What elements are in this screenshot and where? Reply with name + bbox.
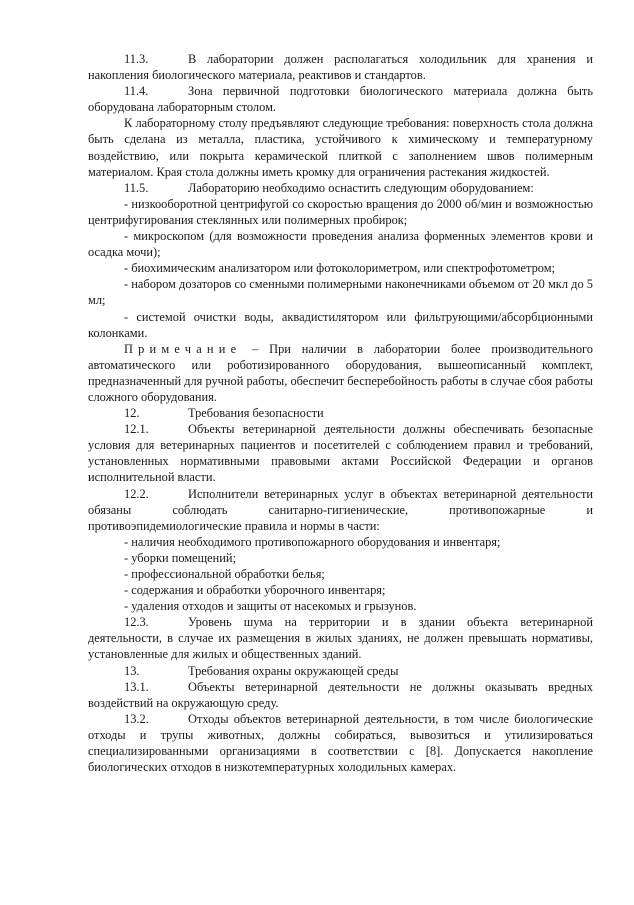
list-item-cleaning <box>88 550 593 566</box>
clause-number: 11.3. <box>124 52 149 66</box>
list-item-text: - удаления отходов и защиты от насекомых и грызунов. <box>124 599 417 614</box>
paragraph-text: Объекты ветеринарной деятельности не должны оказывать вредных воздействий на окружающую среду. <box>88 679 593 710</box>
list-item-text: - микроскопом (для возможности проведения анализа форменных элементов крови и осадка мочи); <box>88 229 593 260</box>
paragraph-text: Отходы объектов ветеринарной деятельности, в том числе биологические отходы и трупы животных, должны собираться, вывозиться и утилизироваться специализированными организациями в соответствии с [8]. Допускается накопление биологических отходов в низкотемпературных холодильных камерах. <box>88 711 593 775</box>
paragraph-text: Лабораторию необходимо оснастить следующим оборудованием: <box>188 180 534 195</box>
list-item-cleaning-inventory <box>88 582 593 598</box>
list-item-laundry <box>88 566 593 582</box>
paragraph-table-requirements <box>88 115 593 179</box>
clause-number: 13.2. <box>124 711 149 726</box>
section-number: 12. <box>124 406 140 421</box>
clause-number: 13.1. <box>124 679 149 694</box>
note-text: – При наличии в лаборатории более производительного автоматического или роботизированного оборудования, вышеописанный комплект, предназначенный для ручной работы, обеспечит бесперебойность работы в случае сбоя работы сложного оборудования. <box>88 341 593 404</box>
list-item-text: - профессиональной обработки белья; <box>124 567 325 581</box>
paragraph-12-1 <box>88 421 593 485</box>
list-item-waste-pests <box>88 598 593 614</box>
paragraph-text: Объекты ветеринарной деятельности должны обеспечивать безопасные условия для ветеринарных пациентов и посетителей с соблюдением правил и требований, установленных нормативными правовыми актами Российской Федерации и органов исполнительной власти. <box>88 422 593 485</box>
clause-number: 12.2. <box>124 486 149 501</box>
section-heading-12 <box>88 405 593 421</box>
paragraph-11-3 <box>88 51 593 83</box>
list-item-dispensers <box>88 276 593 308</box>
paragraph-13-1 <box>88 679 593 711</box>
section-number: 13. <box>124 663 140 678</box>
list-item-text: - набором дозаторов со сменными полимерными наконечниками объемом от 20 мкл до 5 мл; <box>88 277 593 308</box>
list-item-microscope <box>88 228 593 260</box>
section-title: Требования охраны окружающей среды <box>188 663 399 678</box>
section-title: Требования безопасности <box>188 406 324 421</box>
clause-number: 11.4. <box>124 84 149 99</box>
paragraph-12-2 <box>88 486 593 534</box>
note-label: Примечание <box>124 341 242 356</box>
paragraph-13-2 <box>88 711 593 775</box>
list-item-text: - системой очистки воды, аквадистилятором или фильтрующими/абсорбционными колонками. <box>88 309 593 340</box>
clause-number: 12.3. <box>124 615 149 630</box>
list-item-text: - содержания и обработки уборочного инвентаря; <box>124 583 386 598</box>
paragraph-11-4 <box>88 83 593 115</box>
paragraph-text: К лабораторному столу предъявляют следующие требования: поверхность стола должна быть сделана из металла, пластика, устойчивого к химическому и температурному воздействию, или покрыта керамической плиткой с заполнением швов полимерным материалом. Края стола должны иметь кромку для ограничения растекания жидкостей. <box>88 116 593 179</box>
list-item-centrifuge <box>88 196 593 228</box>
list-item-text: - наличия необходимого противопожарного оборудования и инвентаря; <box>124 534 501 549</box>
clause-number: 11.5. <box>124 180 149 195</box>
note-paragraph <box>88 341 593 405</box>
list-item-analyzer <box>88 260 593 276</box>
document-body <box>88 51 593 775</box>
section-heading-13 <box>88 663 593 679</box>
list-item-fire-equipment <box>88 534 593 550</box>
clause-number: 12.1. <box>124 422 149 437</box>
list-item-text: - биохимическим анализатором или фотоколориметром, или спектрофотометром; <box>124 261 556 276</box>
paragraph-text: В лаборатории должен располагаться холодильник для хранения и накопления биологического материала, реактивов и стандартов. <box>88 52 593 83</box>
paragraph-text: Исполнители ветеринарных услуг в объектах ветеринарной деятельности обязаны соблюдать санитарно-гигиенические, противопожарные и противоэпидемиологические правила и нормы в части: <box>88 486 593 533</box>
paragraph-text: Уровень шума на территории и в здании объекта ветеринарной деятельности, в случае их размещения в жилых зданиях, не должен превышать нормативы, установленные для жилых и общественных зданий. <box>88 615 593 662</box>
list-item-water-system <box>88 309 593 341</box>
list-item-text: - уборки помещений; <box>124 550 237 565</box>
list-item-text: - низкооборотной центрифугой со скоростью вращения до 2000 об/мин и возможностью центрифугирования стеклянных или полимерных пробирок; <box>88 196 593 227</box>
paragraph-12-3 <box>88 614 593 662</box>
paragraph-11-5 <box>88 180 593 196</box>
paragraph-text: Зона первичной подготовки биологического материала должна быть оборудована лабораторным столом. <box>88 84 593 115</box>
